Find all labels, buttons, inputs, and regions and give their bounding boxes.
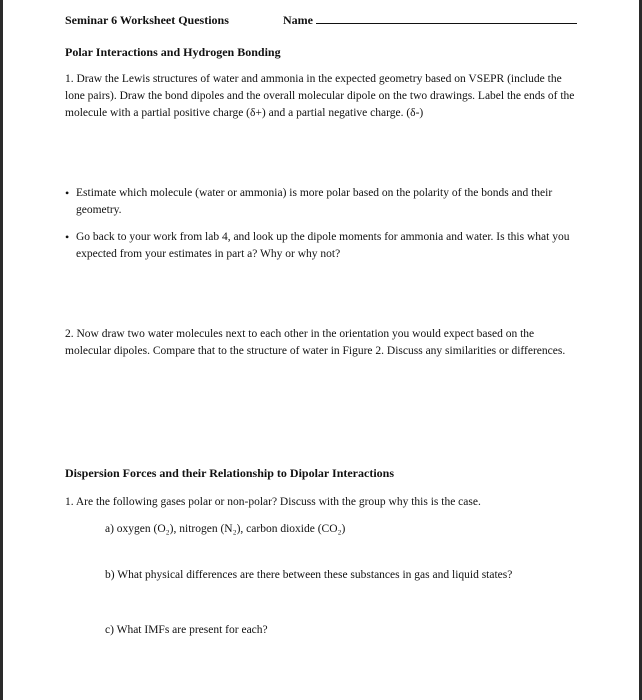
section-heading-dispersion: Dispersion Forces and their Relationship to Dipolar Interactions [65, 466, 395, 480]
question-2-water-molecules: 2. Now draw two water molecules next to each other in the orientation you would expect based on the molecular dipoles. Compare that to the structure of water in Figure 2. Discuss any similarities or differences. [65, 328, 566, 357]
section-heading-polar: Polar Interactions and Hydrogen Bonding [65, 45, 281, 59]
bullet-dipole-moments: Go back to your work from lab 4, and look up the dipole moments for ammonia and water. Is this what you expected from your estimates in part a? Why or why not? [76, 231, 570, 260]
name-blank-line [316, 23, 577, 24]
left-border [0, 0, 3, 700]
bullet-marker: • [65, 230, 70, 244]
bullet-marker: • [65, 186, 70, 200]
bullet-estimate-polarity: Estimate which molecule (water or ammonia) is more polar based on the polarity of the bonds and their geometry. [76, 187, 553, 216]
question-1a-gases-list: a) oxygen (O₂), nitrogen (N₂), carbon dioxide (CO₂) [105, 523, 346, 535]
question-1b-physical-differences: b) What physical differences are there between these substances in gas and liquid states? [105, 569, 513, 581]
question-1-lewis: 1. Draw the Lewis structures of water and ammonia in the expected geometry based on VSEPR (include the lone pairs). Draw the bond dipoles and the overall molecular dipole on the two drawings. Label the ends of the molecule with a partial positive charge (δ+) and a partial negative charge. (δ-) [65, 73, 575, 119]
question-1-gases: 1. Are the following gases polar or non-polar? Discuss with the group why this is the case. [65, 496, 481, 508]
worksheet-title: Seminar 6 Worksheet Questions [65, 13, 229, 27]
question-1c-imfs: c) What IMFs are present for each? [105, 624, 268, 636]
name-label: Name [283, 13, 313, 27]
